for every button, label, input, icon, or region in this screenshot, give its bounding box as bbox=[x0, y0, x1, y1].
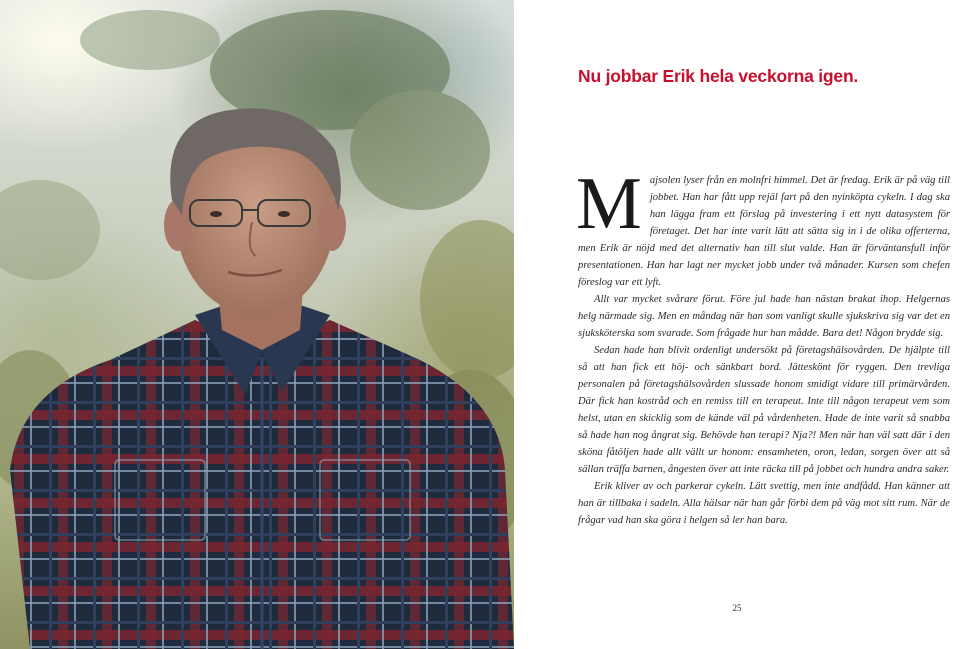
article-body bbox=[576, 163, 950, 529]
article-paragraph-1 bbox=[576, 163, 950, 291]
page-number: 25 bbox=[732, 603, 742, 613]
drop-cap: M bbox=[576, 163, 642, 245]
article-paragraph-4: Erik kliver av och parkerar cykeln. Lätt svettig, men inte andfådd. Han känner att han är tillbaka i sadeln. Alla hälsar när han går förbi dem på väg mot sitt rum. När de frågar vad han ska göra i helgen så ler han bara. bbox=[578, 481, 950, 526]
article-paragraph-3: Sedan hade han blivit ordenligt undersökt på företagshälsovården. De hjälpte till så att han fick ett höj- och sänkbart bord. Jätteskönt för ryggen. Den trevliga personalen på företagshälsovården slussade honom smidigt vidare till primärvården. Där fick han kostråd och en remiss till en terapeut. Inte till någon terapeut vem som helst, utan en skicklig som de kände väl på vårdenheten. Hade de inte varit så snabba så hade han nog ångrat sig. Behövde han terapi? Nja?! Men när han väl satt där i den sköna fåtöljen hade allt vällt ur honom: ensamheten, oron, ledan, sorgen över att så sällan träffa barnen, ångesten över att inte räcka till på jobbet och hundra andra saker. bbox=[578, 345, 950, 475]
article-paragraph-2: Allt var mycket svårare förut. Före jul hade han nästan brakat ihop. Helgernas helg närmade sig. Men en måndag när han som vanligt skulle sjukskriva sig var det en sjuksköterska som svarade. Som frågade hur han mådde. Bara det! Någon brydde sig. bbox=[578, 294, 950, 339]
article-page bbox=[514, 0, 960, 649]
paragraph-1-text: ajsolen lyser från en molnfri himmel. Det är fredag. Erik är på väg till jobbet. Han har fått upp rejäl fart på den nyinköpta cykeln. I dag ska han lägga fram ett förslag på investering i ett nytt datasystem för företaget. Det har inte varit lätt att sätta sig in i de olika offerterna, men Erik är nöjd med det alternativ han till slut valde. Han är förväntansfull inför presentationen. Han har lagt ner mycket jobb under två månader. Kursen som chefen föreslog var ett lyft. bbox=[578, 175, 950, 288]
article-headline: Nu jobbar Erik hela veckorna igen. bbox=[578, 66, 859, 86]
